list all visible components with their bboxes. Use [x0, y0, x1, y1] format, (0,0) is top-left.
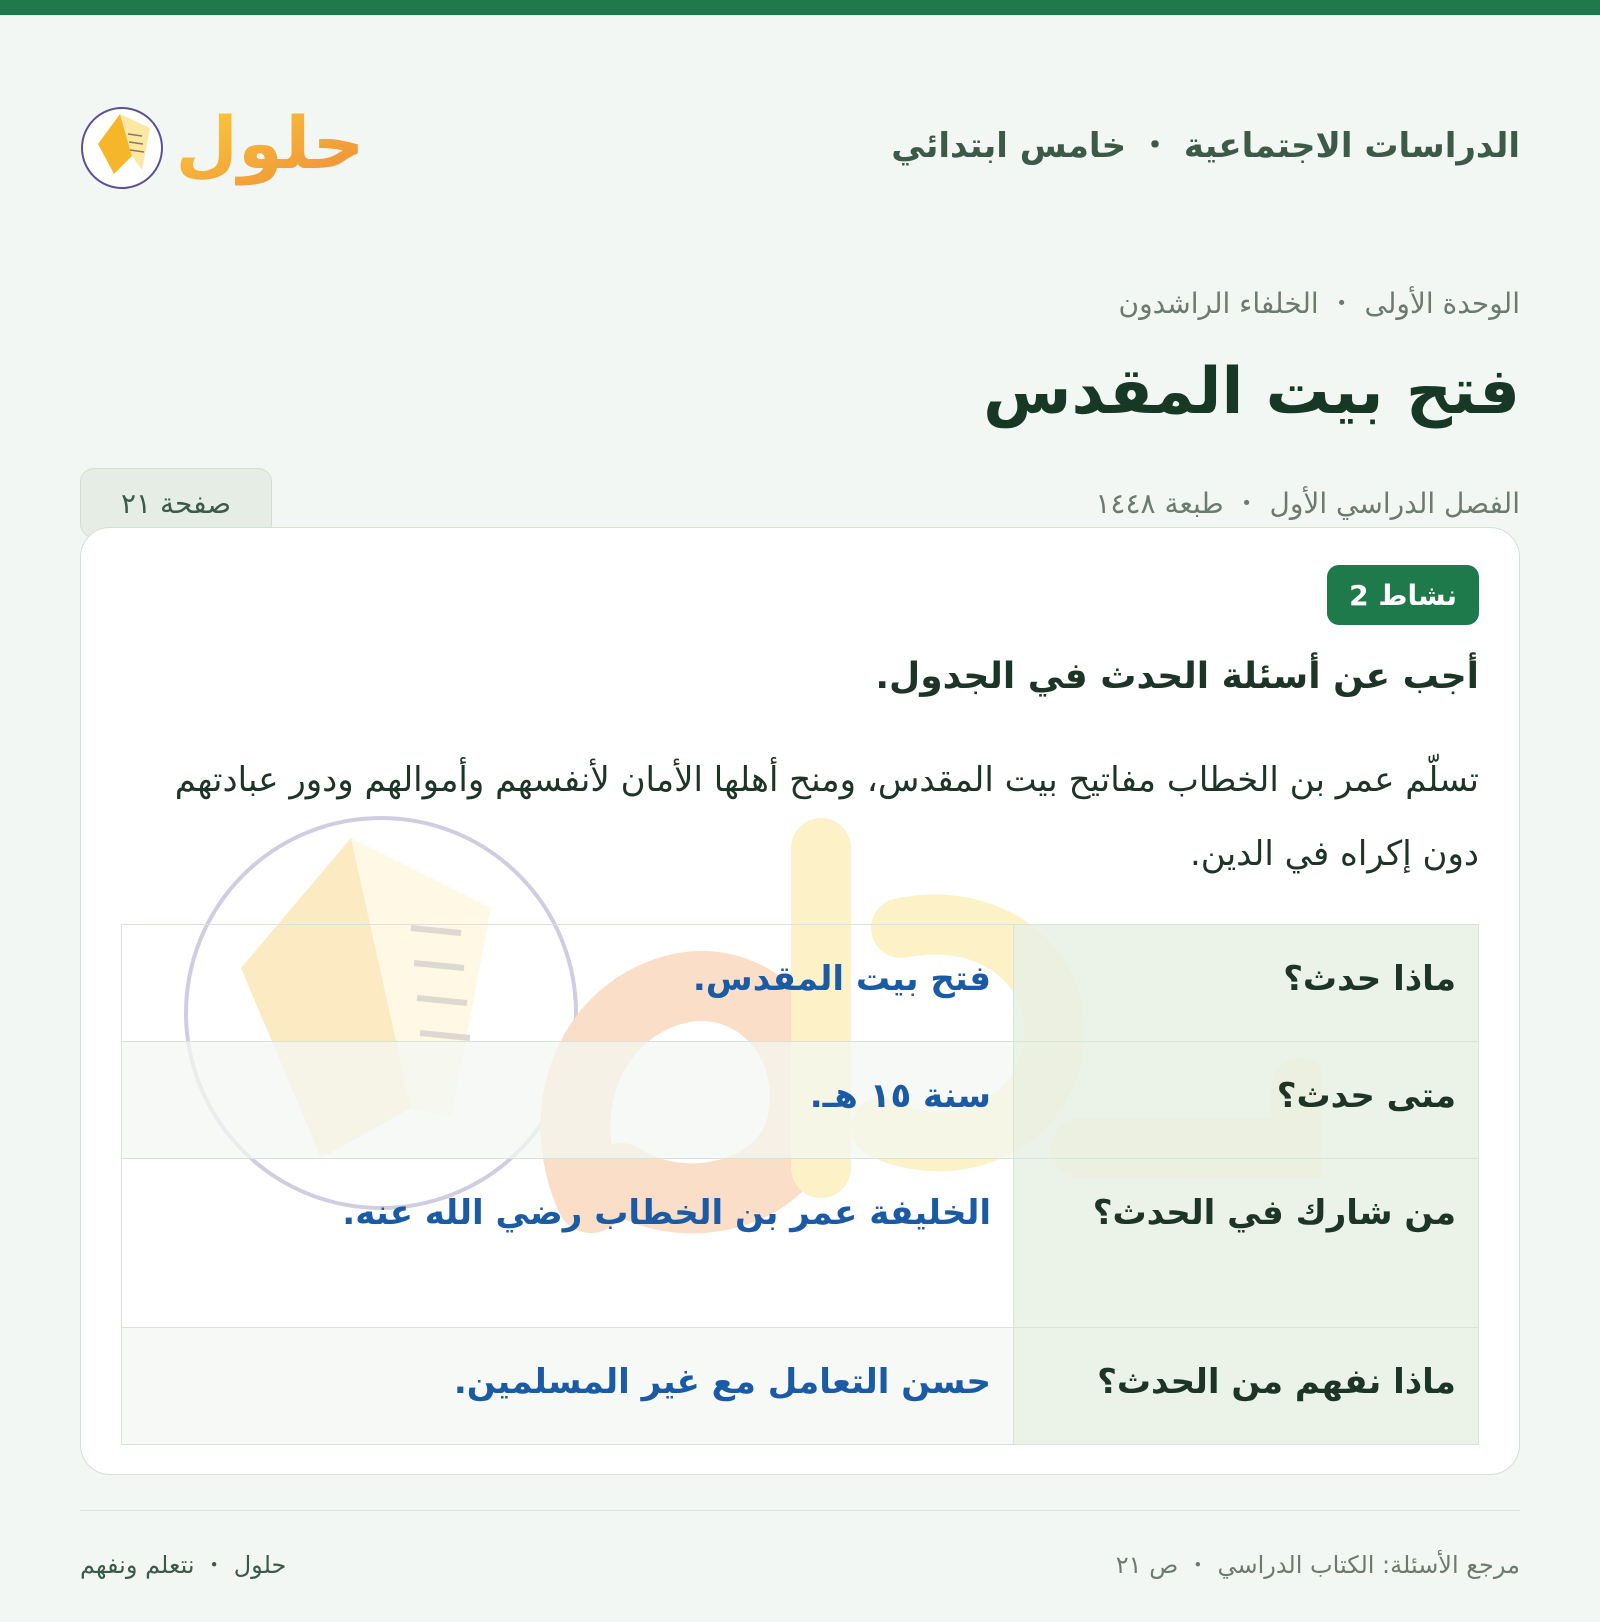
row-question: من شارك في الحدث؟	[1014, 1159, 1479, 1328]
page	[80, 15, 1520, 1622]
top-accent-bar	[0, 0, 1600, 15]
row-question: ماذا حدث؟	[1014, 925, 1479, 1042]
activity-badge: نشاط 2	[1327, 565, 1479, 625]
logo-wordmark: حلول	[175, 101, 365, 185]
header	[80, 70, 1520, 520]
activity-card	[80, 527, 1520, 1475]
row-answer: الخليفة عمر بن الخطاب رضي الله عنه.	[122, 1159, 1014, 1328]
subject-title: الدراسات الاجتماعية ・ خامس ابتدائي	[891, 126, 1520, 166]
page-number-badge: صفحة ٢١	[80, 468, 272, 538]
table-row	[122, 925, 1479, 1042]
table-row	[122, 1159, 1479, 1328]
hulool-logo[interactable]	[80, 86, 370, 196]
row-answer: حسن التعامل مع غير المسلمين.	[122, 1328, 1014, 1445]
footer-divider	[80, 1510, 1520, 1511]
unit-breadcrumb: الوحدة الأولى ・ الخلفاء الراشدون	[1118, 287, 1520, 320]
row-answer: فتح بيت المقدس.	[122, 925, 1014, 1042]
lesson-title: فتح بيت المقدس	[983, 355, 1520, 429]
footer-tagline: حلول ・ نتعلم ونفهم	[80, 1551, 287, 1579]
row-answer: سنة ١٥ هـ.	[122, 1042, 1014, 1159]
reading-passage: تسلّم عمر بن الخطاب مفاتيح بيت المقدس، ومنح أهلها الأمان لأنفسهم وأموالهم ودور عبادتهم دون إكراه في الدين.	[174, 760, 1479, 874]
footer-reference: مرجع الأسئلة: الكتاب الدراسي ・ ص ٢١	[1115, 1551, 1520, 1579]
table-row	[122, 1042, 1479, 1159]
semester-edition: الفصل الدراسي الأول ・ طبعة ١٤٤٨	[1095, 487, 1520, 520]
question-prompt: أجب عن أسئلة الحدث في الجدول.	[875, 656, 1479, 697]
row-question: ماذا نفهم من الحدث؟	[1014, 1328, 1479, 1445]
row-question: متى حدث؟	[1014, 1042, 1479, 1159]
event-questions-table	[121, 924, 1479, 1445]
table-row	[122, 1328, 1479, 1445]
